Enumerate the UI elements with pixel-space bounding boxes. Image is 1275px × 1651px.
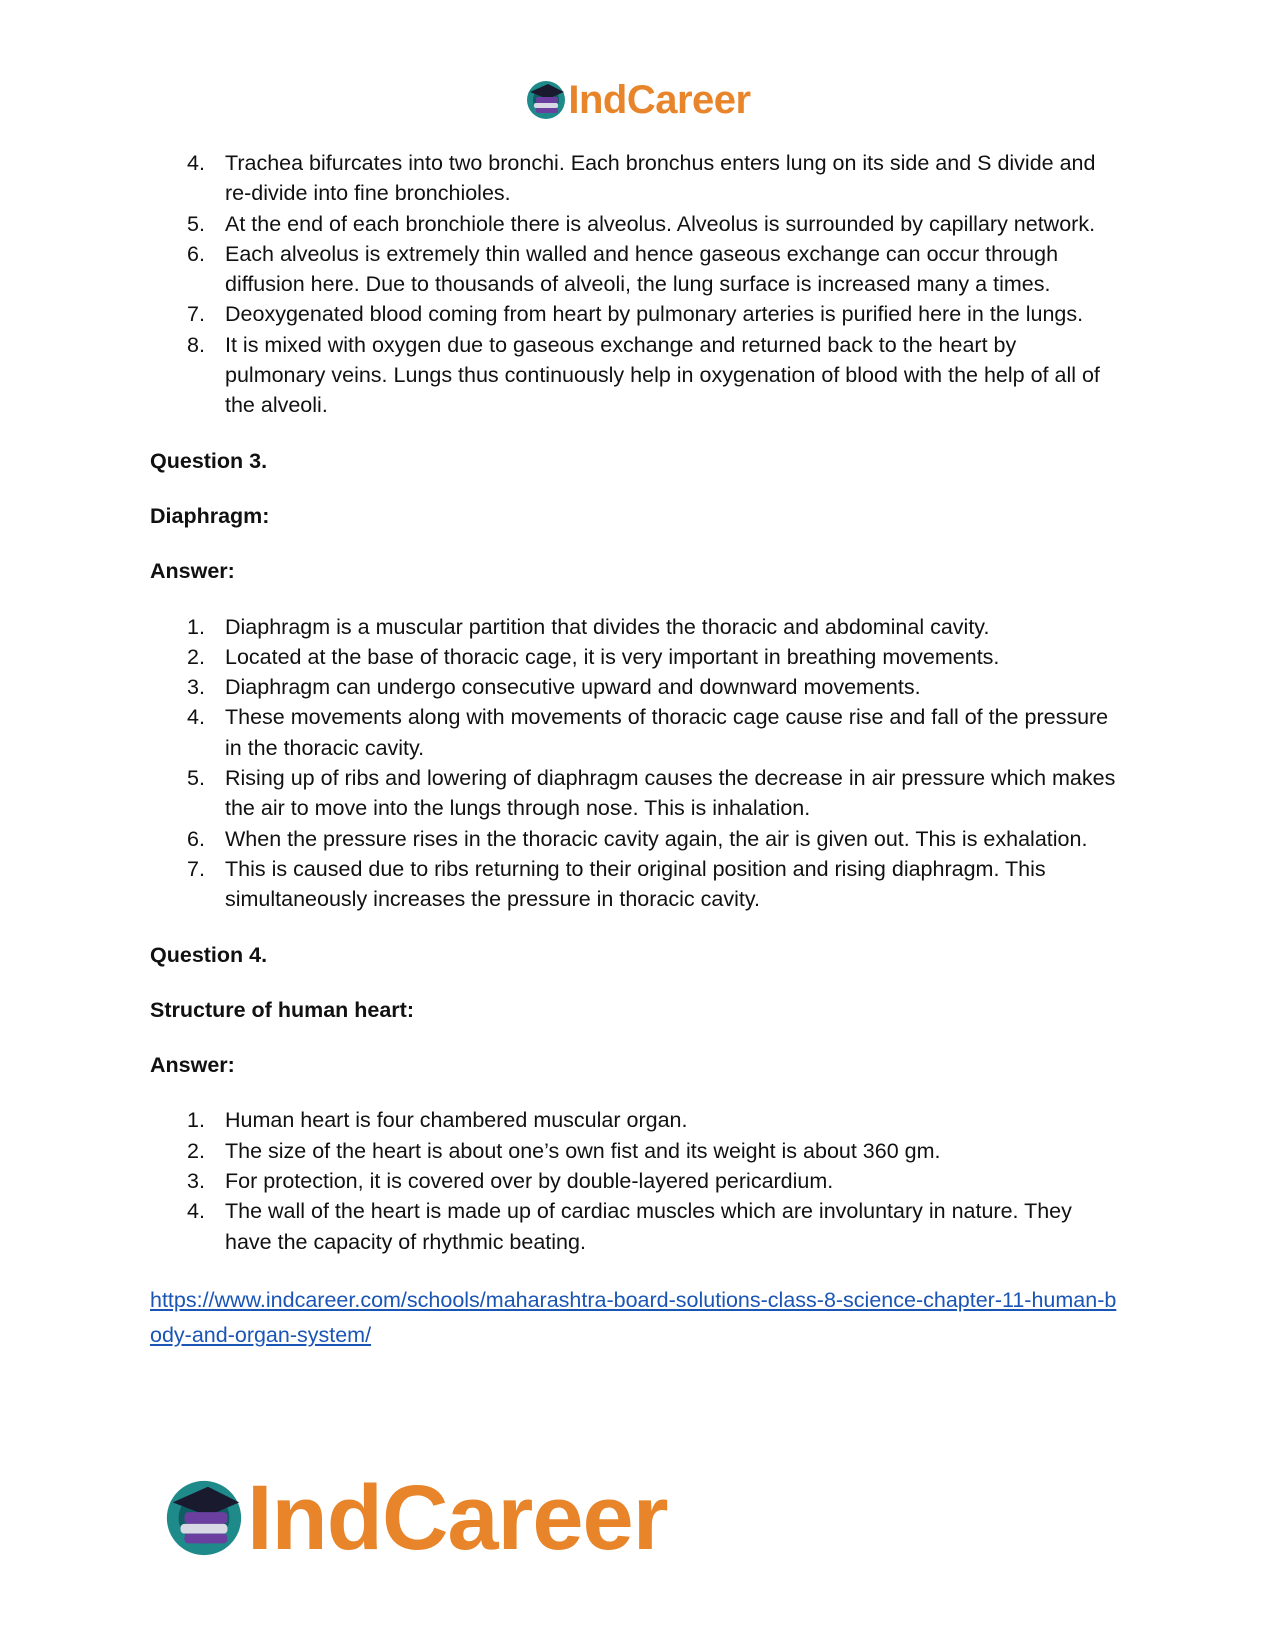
list-number: 6.	[187, 241, 205, 266]
list-item	[150, 1136, 1120, 1166]
lungs-list	[150, 148, 1120, 421]
list-text: These movements along with movements of thoracic cage cause rise and fall of the pressure in the thoracic cavity.	[225, 705, 1109, 760]
list-number: 4.	[187, 1199, 205, 1224]
question-4-heading: Question 4.	[150, 942, 268, 967]
source-link[interactable]: https://www.indcareer.com/schools/maharashtra-board-solutions-class-8-science-chapter-11-human-body-and-organ-system/	[150, 1287, 1117, 1347]
list-item	[150, 824, 1120, 854]
logo-text: IndCareer	[568, 78, 751, 122]
list-text: Deoxygenated blood coming from heart by pulmonary arteries is purified here in the lungs.	[225, 302, 1084, 327]
list-number: 3.	[187, 675, 205, 700]
list-text: The wall of the heart is made up of cardiac muscles which are involuntary in nature. They have the capacity of rhythmic beating.	[225, 1199, 1072, 1254]
list-text: Human heart is four chambered muscular organ.	[225, 1108, 688, 1133]
list-number: 3.	[187, 1169, 205, 1194]
list-item	[150, 612, 1120, 642]
list-number: 1.	[187, 1108, 205, 1133]
question-3-answer-label: Answer:	[150, 559, 235, 584]
list-number: 2.	[187, 1138, 205, 1163]
list-item	[150, 1105, 1120, 1135]
list-item	[150, 209, 1120, 239]
question-3-topic: Diaphragm:	[150, 503, 270, 528]
question-4-topic: Structure of human heart:	[150, 997, 414, 1022]
list-number: 6.	[187, 826, 205, 851]
graduation-cap-icon	[524, 78, 568, 122]
header-logo	[0, 78, 1275, 122]
list-item	[150, 672, 1120, 702]
list-item	[150, 763, 1120, 824]
list-number: 2.	[187, 644, 205, 669]
list-number: 4.	[187, 705, 205, 730]
list-text: Diaphragm can undergo consecutive upward and downward movements.	[225, 675, 921, 700]
graduation-cap-icon	[161, 1475, 247, 1561]
list-item	[150, 854, 1120, 915]
list-text: When the pressure rises in the thoracic cavity again, the air is given out. This is exhalation.	[225, 826, 1088, 851]
list-text: Located at the base of thoracic cage, it is very important in breathing movements.	[225, 644, 1000, 669]
list-item	[150, 702, 1120, 763]
list-item	[150, 1196, 1120, 1257]
heart-list	[150, 1105, 1120, 1256]
list-item	[150, 330, 1120, 421]
document-body	[150, 148, 1120, 1353]
list-text: Each alveolus is extremely thin walled and hence gaseous exchange can occur through diffusion here. Due to thousands of alveoli, the lung surface is increased many a times.	[225, 241, 1059, 297]
diaphragm-list	[150, 612, 1120, 915]
logo-text: IndCareer	[247, 1467, 668, 1569]
list-text: The size of the heart is about one’s own fist and its weight is about 360 gm.	[225, 1138, 941, 1163]
list-text: This is caused due to ribs returning to their original position and rising diaphragm. This simultaneously increases the pressure in thoracic cavity.	[225, 856, 1046, 912]
list-item	[150, 299, 1120, 329]
list-number: 7.	[187, 302, 205, 327]
list-text: For protection, it is covered over by double-layered pericardium.	[225, 1169, 834, 1194]
list-text: At the end of each bronchiole there is alveolus. Alveolus is surrounded by capillary network.	[225, 211, 1096, 236]
list-number: 5.	[187, 766, 205, 791]
list-number: 5.	[187, 211, 205, 236]
list-number: 4.	[187, 151, 205, 175]
list-item	[150, 642, 1120, 672]
list-text: Diaphragm is a muscular partition that divides the thoracic and abdominal cavity.	[225, 614, 990, 639]
list-number: 8.	[187, 332, 205, 357]
list-item	[150, 148, 1120, 209]
list-number: 1.	[187, 614, 205, 639]
list-text: Trachea bifurcates into two bronchi. Each bronchus enters lung on its side and S divide and re-divide into fine bronchioles.	[225, 151, 1096, 206]
question-3-heading: Question 3.	[150, 448, 268, 473]
question-4-answer-label: Answer:	[150, 1053, 235, 1078]
footer-logo	[161, 1467, 668, 1569]
list-text: It is mixed with oxygen due to gaseous exchange and returned back to the heart by pulmonary veins. Lungs thus continuously help in oxygenation of blood with the help of all of the alveoli.	[225, 332, 1100, 418]
list-text: Rising up of ribs and lowering of diaphragm causes the decrease in air pressure which makes the air to move into the lungs through nose. This is inhalation.	[225, 766, 1116, 821]
list-item	[150, 239, 1120, 300]
list-number: 7.	[187, 856, 205, 881]
list-item	[150, 1166, 1120, 1196]
